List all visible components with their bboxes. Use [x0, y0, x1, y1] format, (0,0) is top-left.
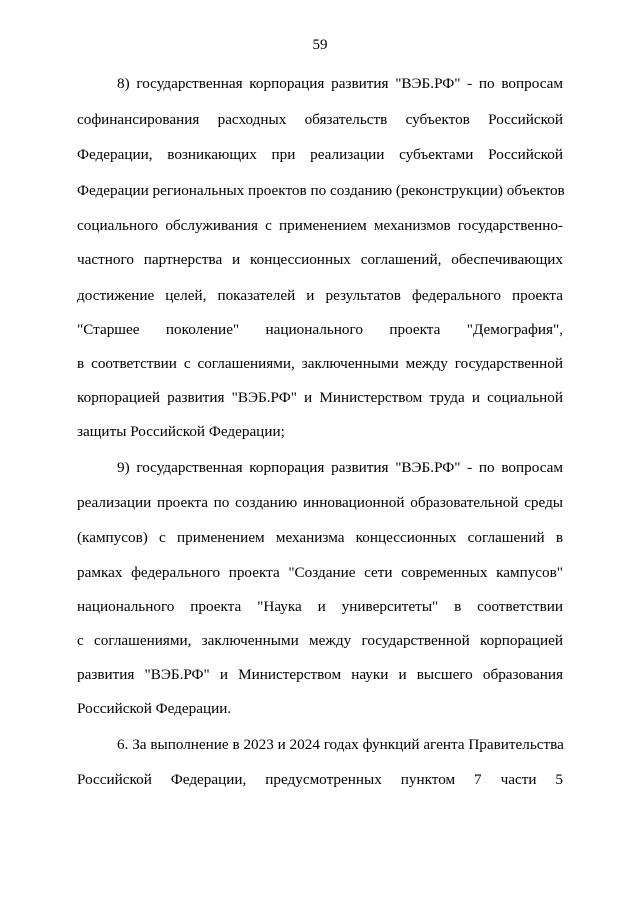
text-line: развития "ВЭБ.РФ" и Министерством науки и высшего образования: [77, 666, 563, 683]
text-line: в соответствии с соглашениями, заключенными между государственной: [77, 355, 563, 372]
text-line: корпорацией развития "ВЭБ.РФ" и Министерством труда и социальной: [77, 389, 563, 406]
text-line: Федерации региональных проектов по созданию (реконструкции) объектов: [77, 182, 565, 199]
text-line: Федерации, возникающих при реализации субъектами Российской: [77, 146, 563, 163]
text-line: с соглашениями, заключенными между государственной корпорацией: [77, 632, 563, 649]
text-line: реализации проекта по созданию инновационной образовательной среды: [77, 494, 563, 511]
text-line: софинансирования расходных обязательств субъектов Российской: [77, 111, 563, 128]
text-line: Российской Федерации.: [77, 700, 232, 717]
text-line: (кампусов) с применением механизма концессионных соглашений в: [77, 529, 563, 546]
text-line: рамках федерального проекта "Создание сети современных кампусов": [77, 564, 563, 581]
text-line: 9) государственная корпорация развития "ВЭБ.РФ" - по вопросам: [117, 459, 563, 476]
text-line: 8) государственная корпорация развития "ВЭБ.РФ" - по вопросам: [117, 75, 563, 92]
text-line: социального обслуживания с применением механизмов государственно-: [77, 217, 563, 234]
text-line: защиты Российской Федерации;: [77, 423, 285, 440]
text-line: национального проекта "Наука и университеты" в соответствии: [77, 598, 563, 615]
text-line: частного партнерства и концессионных соглашений, обеспечивающих: [77, 251, 563, 268]
text-line: "Старшее поколение" национального проекта "Демография",: [77, 321, 563, 338]
text-line: Российской Федерации, предусмотренных пунктом 7 части 5: [77, 771, 563, 788]
page-number: 59: [312, 37, 328, 53]
text-line: 6. За выполнение в 2023 и 2024 годах функций агента Правительства: [117, 736, 564, 753]
text-line: достижение целей, показателей и результатов федерального проекта: [77, 287, 563, 304]
